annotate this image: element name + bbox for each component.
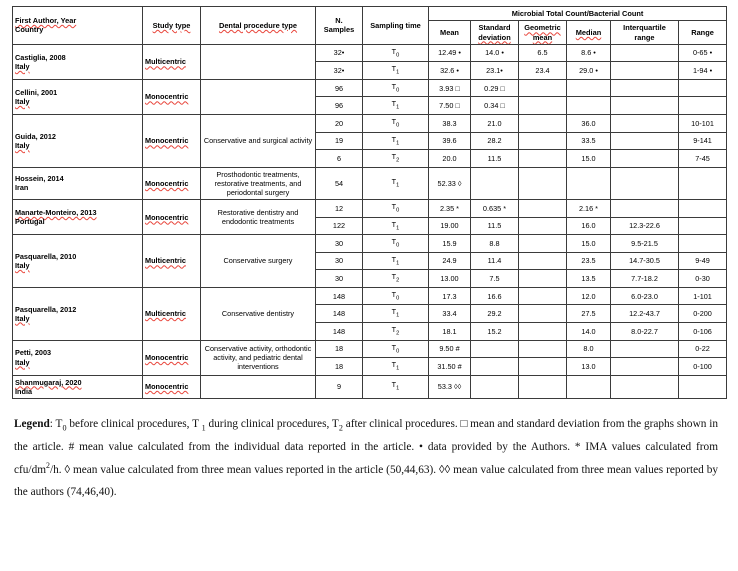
author-country: Portugal	[15, 217, 45, 227]
cell-range: 9-141	[679, 132, 727, 150]
cell-study-type	[143, 200, 201, 235]
table-body	[13, 44, 727, 398]
cell-n-samples: 30	[316, 235, 363, 253]
cell-interquartile-range	[611, 167, 679, 199]
column-header-author	[13, 7, 143, 45]
legend-part-1: : T	[49, 417, 63, 430]
table-row	[13, 167, 727, 199]
cell-sampling-time: $T_1$	[363, 62, 429, 80]
cell-median: 15.0	[567, 235, 611, 253]
cell-dental-procedure: Restorative dentistry and endodontic treatments	[201, 200, 316, 235]
cell-mean: 13.00	[429, 270, 471, 288]
cell-mean: 7.50 □	[429, 97, 471, 115]
legend-t2-text: after clinical procedures. □ mean and standard deviation from the graphs shown in the article. # mean value calculated from the individual data reported in the article. • data provided by the Authors. * IMA values calculated from cfu/dm	[14, 417, 718, 476]
cell-n-samples: 9	[316, 375, 363, 398]
study-type-label: Monocentric	[145, 136, 189, 146]
author-country: Italy	[15, 357, 30, 367]
cell-standard-deviation	[471, 340, 519, 358]
cell-standard-deviation: 11.5	[471, 150, 519, 168]
cell-n-samples: 12	[316, 200, 363, 218]
column-header-mean: Mean	[429, 21, 471, 45]
sampling-time-index: 1	[396, 182, 400, 189]
sampling-time-index: 0	[396, 347, 400, 354]
cell-study-type	[143, 115, 201, 168]
cell-median: 15.0	[567, 150, 611, 168]
cell-range: 0-100	[679, 358, 727, 376]
author-name: Cellini, 2001	[15, 87, 58, 97]
column-header-n-samples: N. Samples	[316, 7, 363, 45]
cell-standard-deviation: 0.29 □	[471, 79, 519, 97]
cell-geometric-mean	[519, 375, 567, 398]
cell-author-country	[13, 44, 143, 79]
cell-standard-deviation: 29.2	[471, 305, 519, 323]
author-name: Shanmugaraj, 2020	[15, 377, 82, 387]
sampling-time-index: 0	[396, 242, 400, 249]
cell-dental-procedure: Conservative surgery	[201, 235, 316, 288]
cell-geometric-mean	[519, 252, 567, 270]
cell-sampling-time: $T_0$	[363, 200, 429, 218]
cell-interquartile-range	[611, 115, 679, 133]
cell-study-type	[143, 79, 201, 114]
cell-range	[679, 97, 727, 115]
cell-standard-deviation: 7.5	[471, 270, 519, 288]
cell-median: 8.0	[567, 340, 611, 358]
cell-author-country	[13, 115, 143, 168]
cell-interquartile-range	[611, 44, 679, 62]
cell-mean: 17.3	[429, 287, 471, 305]
cell-author-country	[13, 235, 143, 288]
cell-interquartile-range	[611, 375, 679, 398]
cell-sampling-time: $T_1$	[363, 217, 429, 235]
cell-geometric-mean	[519, 132, 567, 150]
cell-range: 10-101	[679, 115, 727, 133]
cell-sampling-time: $T_0$	[363, 44, 429, 62]
cell-standard-deviation: 14.0 •	[471, 44, 519, 62]
cell-standard-deviation: 0.34 □	[471, 97, 519, 115]
legend-sup-2: 2	[46, 460, 50, 470]
cell-sampling-time: $T_1$	[363, 167, 429, 199]
cell-geometric-mean	[519, 340, 567, 358]
study-type-label: Monocentric	[145, 353, 189, 363]
study-type-label: Multicentric	[145, 256, 186, 266]
cell-interquartile-range	[611, 200, 679, 218]
author-country: Iran	[15, 183, 29, 193]
cell-geometric-mean	[519, 305, 567, 323]
sampling-time-index: 1	[396, 385, 400, 392]
sampling-time-index: 1	[396, 260, 400, 267]
study-type-label: Monocentric	[145, 178, 189, 188]
cell-sampling-time: $T_2$	[363, 270, 429, 288]
cell-n-samples: 18	[316, 340, 363, 358]
author-name: Hossein, 2014	[15, 174, 64, 184]
cell-interquartile-range: 12.3-22.6	[611, 217, 679, 235]
cell-sampling-time: $T_2$	[363, 322, 429, 340]
cell-interquartile-range	[611, 340, 679, 358]
author-name: Manarte-Monteiro, 2013	[15, 207, 97, 217]
legend-part-2: /h. ◊ mean value calculated from three mean values reported in the article (50,44,63). ◊◊ mean value calculated from three mean values reported by the authors (74,46,40).	[14, 463, 718, 498]
header-row-group	[13, 7, 727, 21]
cell-geometric-mean	[519, 322, 567, 340]
cell-median: 8.6 •	[567, 44, 611, 62]
cell-range: 7-45	[679, 150, 727, 168]
cell-median	[567, 97, 611, 115]
cell-mean: 53.3 ◊◊	[429, 375, 471, 398]
cell-range: 0-200	[679, 305, 727, 323]
cell-author-country	[13, 167, 143, 199]
sampling-time-index: 1	[396, 312, 400, 319]
table-row	[13, 115, 727, 133]
author-name: Pasquarella, 2012	[15, 304, 77, 314]
cell-median: 16.0	[567, 217, 611, 235]
cell-interquartile-range	[611, 79, 679, 97]
cell-mean: 32.6 •	[429, 62, 471, 80]
cell-interquartile-range: 14.7-30.5	[611, 252, 679, 270]
cell-dental-procedure: Conservative dentistry	[201, 287, 316, 340]
column-header-geometric-mean: Geometric mean	[519, 21, 567, 45]
cell-standard-deviation	[471, 167, 519, 199]
cell-sampling-time: $T_1$	[363, 132, 429, 150]
sampling-time-index: 0	[396, 295, 400, 302]
cell-mean: 20.0	[429, 150, 471, 168]
cell-interquartile-range	[611, 97, 679, 115]
table-row	[13, 44, 727, 62]
cell-interquartile-range	[611, 150, 679, 168]
cell-study-type	[143, 340, 201, 375]
cell-range	[679, 79, 727, 97]
author-country: India	[15, 386, 33, 396]
cell-range: 0-65 •	[679, 44, 727, 62]
cell-interquartile-range: 12.2-43.7	[611, 305, 679, 323]
sampling-time-index: 2	[396, 330, 400, 337]
cell-dental-procedure	[201, 44, 316, 79]
cell-geometric-mean: 6.5	[519, 44, 567, 62]
cell-n-samples: 148	[316, 305, 363, 323]
table-row	[13, 200, 727, 218]
cell-range	[679, 200, 727, 218]
cell-geometric-mean	[519, 167, 567, 199]
cell-author-country	[13, 200, 143, 235]
cell-range: 0-106	[679, 322, 727, 340]
cell-author-country	[13, 375, 143, 398]
cell-geometric-mean	[519, 150, 567, 168]
cell-median: 29.0 •	[567, 62, 611, 80]
legend-paragraph	[12, 413, 726, 503]
column-header-author-line2: Country	[15, 25, 44, 35]
cell-median: 27.5	[567, 305, 611, 323]
cell-sampling-time: $T_0$	[363, 287, 429, 305]
cell-mean: 33.4	[429, 305, 471, 323]
cell-geometric-mean	[519, 287, 567, 305]
author-name: Pasquarella, 2010	[15, 251, 77, 261]
cell-median	[567, 79, 611, 97]
cell-mean: 31.50 #	[429, 358, 471, 376]
table-header	[13, 7, 727, 45]
cell-geometric-mean	[519, 97, 567, 115]
cell-range: 1-94 •	[679, 62, 727, 80]
cell-median: 13.0	[567, 358, 611, 376]
cell-geometric-mean	[519, 200, 567, 218]
cell-interquartile-range	[611, 132, 679, 150]
legend-t2-sub: 2	[338, 423, 343, 433]
cell-geometric-mean	[519, 270, 567, 288]
cell-mean: 12.49 •	[429, 44, 471, 62]
cell-standard-deviation: 0.635 *	[471, 200, 519, 218]
cell-n-samples: 30	[316, 252, 363, 270]
table-row	[13, 287, 727, 305]
author-name: Castiglia, 2008	[15, 52, 66, 62]
studies-table	[12, 6, 727, 399]
table-row	[13, 79, 727, 97]
legend-t1-text: during clinical procedures, T	[205, 417, 339, 430]
cell-geometric-mean: 23.4	[519, 62, 567, 80]
cell-dental-procedure: Conservative activity, orthodontic activity, and pediatric dental interventions	[201, 340, 316, 375]
sampling-time-index: 2	[396, 277, 400, 284]
cell-study-type	[143, 235, 201, 288]
cell-standard-deviation	[471, 375, 519, 398]
table-row	[13, 375, 727, 398]
cell-n-samples: 6	[316, 150, 363, 168]
legend-title: Legend	[14, 417, 50, 430]
cell-n-samples: 32•	[316, 62, 363, 80]
cell-range	[679, 375, 727, 398]
cell-mean: 38.3	[429, 115, 471, 133]
cell-geometric-mean	[519, 235, 567, 253]
cell-range: 1-101	[679, 287, 727, 305]
cell-n-samples: 122	[316, 217, 363, 235]
cell-mean: 3.93 □	[429, 79, 471, 97]
author-name: Guida, 2012	[15, 131, 56, 141]
column-header-author-line1: First Author, Year	[15, 16, 77, 26]
cell-median: 23.5	[567, 252, 611, 270]
author-country: Italy	[15, 61, 30, 71]
cell-n-samples: 30	[316, 270, 363, 288]
cell-n-samples: 20	[316, 115, 363, 133]
cell-standard-deviation: 11.4	[471, 252, 519, 270]
cell-mean: 19.00	[429, 217, 471, 235]
cell-standard-deviation: 23.1•	[471, 62, 519, 80]
author-country: Italy	[15, 313, 30, 323]
cell-interquartile-range	[611, 62, 679, 80]
cell-sampling-time: $T_1$	[363, 375, 429, 398]
cell-median: 36.0	[567, 115, 611, 133]
cell-standard-deviation: 8.8	[471, 235, 519, 253]
column-header-range: Range	[679, 21, 727, 45]
sampling-time-index: 0	[396, 122, 400, 129]
cell-study-type	[143, 44, 201, 79]
cell-sampling-time: $T_0$	[363, 235, 429, 253]
cell-standard-deviation: 28.2	[471, 132, 519, 150]
table-row	[13, 235, 727, 253]
author-name: Petti, 2003	[15, 348, 52, 358]
cell-dental-procedure	[201, 375, 316, 398]
study-type-label: Monocentric	[145, 212, 189, 222]
cell-sampling-time: $T_0$	[363, 340, 429, 358]
cell-median: 33.5	[567, 132, 611, 150]
sampling-time-index: 1	[396, 365, 400, 372]
sampling-time-index: 2	[396, 157, 400, 164]
cell-mean: 18.1	[429, 322, 471, 340]
cell-sampling-time: $T_0$	[363, 79, 429, 97]
cell-sampling-time: $T_1$	[363, 305, 429, 323]
column-header-median: Median	[567, 21, 611, 45]
cell-range	[679, 167, 727, 199]
cell-range: 0-30	[679, 270, 727, 288]
cell-median: 12.0	[567, 287, 611, 305]
cell-mean: 52.33 ◊	[429, 167, 471, 199]
legend-t0-text: before clinical procedures, T	[66, 417, 202, 430]
cell-interquartile-range: 7.7-18.2	[611, 270, 679, 288]
cell-geometric-mean	[519, 115, 567, 133]
column-header-sampling-time: Sampling time	[363, 7, 429, 45]
cell-standard-deviation: 15.2	[471, 322, 519, 340]
cell-interquartile-range: 9.5-21.5	[611, 235, 679, 253]
cell-interquartile-range: 6.0-23.0	[611, 287, 679, 305]
cell-author-country	[13, 287, 143, 340]
cell-interquartile-range	[611, 358, 679, 376]
cell-range	[679, 217, 727, 235]
cell-study-type	[143, 287, 201, 340]
cell-median	[567, 375, 611, 398]
cell-dental-procedure: Prosthodontic treatments, restorative treatments, and periodontal surgery	[201, 167, 316, 199]
table-row	[13, 340, 727, 358]
cell-n-samples: 18	[316, 358, 363, 376]
cell-range: 9-49	[679, 252, 727, 270]
column-group-header-microbial: Microbial Total Count/Bacterial Count	[429, 7, 727, 21]
author-country: Italy	[15, 260, 30, 270]
author-country: Italy	[15, 140, 30, 150]
legend-t1-sub: 1	[201, 423, 206, 433]
cell-geometric-mean	[519, 217, 567, 235]
cell-n-samples: 96	[316, 79, 363, 97]
cell-standard-deviation: 16.6	[471, 287, 519, 305]
cell-median	[567, 167, 611, 199]
legend-t0-sub: 0	[62, 423, 67, 433]
cell-dental-procedure	[201, 79, 316, 114]
sampling-time-index: 0	[396, 87, 400, 94]
cell-n-samples: 148	[316, 322, 363, 340]
cell-n-samples: 32•	[316, 44, 363, 62]
study-type-label: Monocentric	[145, 382, 189, 392]
sampling-time-index: 0	[396, 207, 400, 214]
cell-study-type	[143, 375, 201, 398]
cell-mean: 2.35 *	[429, 200, 471, 218]
cell-standard-deviation: 11.5	[471, 217, 519, 235]
cell-mean: 15.9	[429, 235, 471, 253]
cell-author-country	[13, 340, 143, 375]
column-header-iqr: Interquartile range	[611, 21, 679, 45]
study-type-label: Multicentric	[145, 309, 186, 319]
cell-n-samples: 148	[316, 287, 363, 305]
study-type-label: Monocentric	[145, 92, 189, 102]
study-type-label: Multicentric	[145, 57, 186, 67]
cell-sampling-time: $T_1$	[363, 252, 429, 270]
cell-n-samples: 19	[316, 132, 363, 150]
cell-dental-procedure: Conservative and surgical activity	[201, 115, 316, 168]
cell-sampling-time: $T_1$	[363, 97, 429, 115]
cell-median: 13.5	[567, 270, 611, 288]
sampling-time-index: 1	[396, 104, 400, 111]
column-header-study-type: Study type	[143, 7, 201, 45]
cell-study-type	[143, 167, 201, 199]
sampling-time-index: 0	[396, 52, 400, 59]
cell-mean: 39.6	[429, 132, 471, 150]
cell-median: 14.0	[567, 322, 611, 340]
author-country: Italy	[15, 96, 30, 106]
sampling-time-index: 1	[396, 69, 400, 76]
cell-standard-deviation: 21.0	[471, 115, 519, 133]
cell-range	[679, 235, 727, 253]
cell-n-samples: 54	[316, 167, 363, 199]
cell-sampling-time: $T_2$	[363, 150, 429, 168]
cell-mean: 9.50 #	[429, 340, 471, 358]
cell-interquartile-range: 8.0-22.7	[611, 322, 679, 340]
cell-standard-deviation	[471, 358, 519, 376]
cell-n-samples: 96	[316, 97, 363, 115]
sampling-time-index: 1	[396, 140, 400, 147]
cell-geometric-mean	[519, 358, 567, 376]
cell-geometric-mean	[519, 79, 567, 97]
cell-sampling-time: $T_1$	[363, 358, 429, 376]
sampling-time-index: 1	[396, 225, 400, 232]
cell-mean: 24.9	[429, 252, 471, 270]
cell-range: 0-22	[679, 340, 727, 358]
column-header-sd: Standard deviation	[471, 21, 519, 45]
column-header-procedure: Dental procedure type	[201, 7, 316, 45]
cell-author-country	[13, 79, 143, 114]
cell-sampling-time: $T_0$	[363, 115, 429, 133]
cell-median: 2.16 *	[567, 200, 611, 218]
